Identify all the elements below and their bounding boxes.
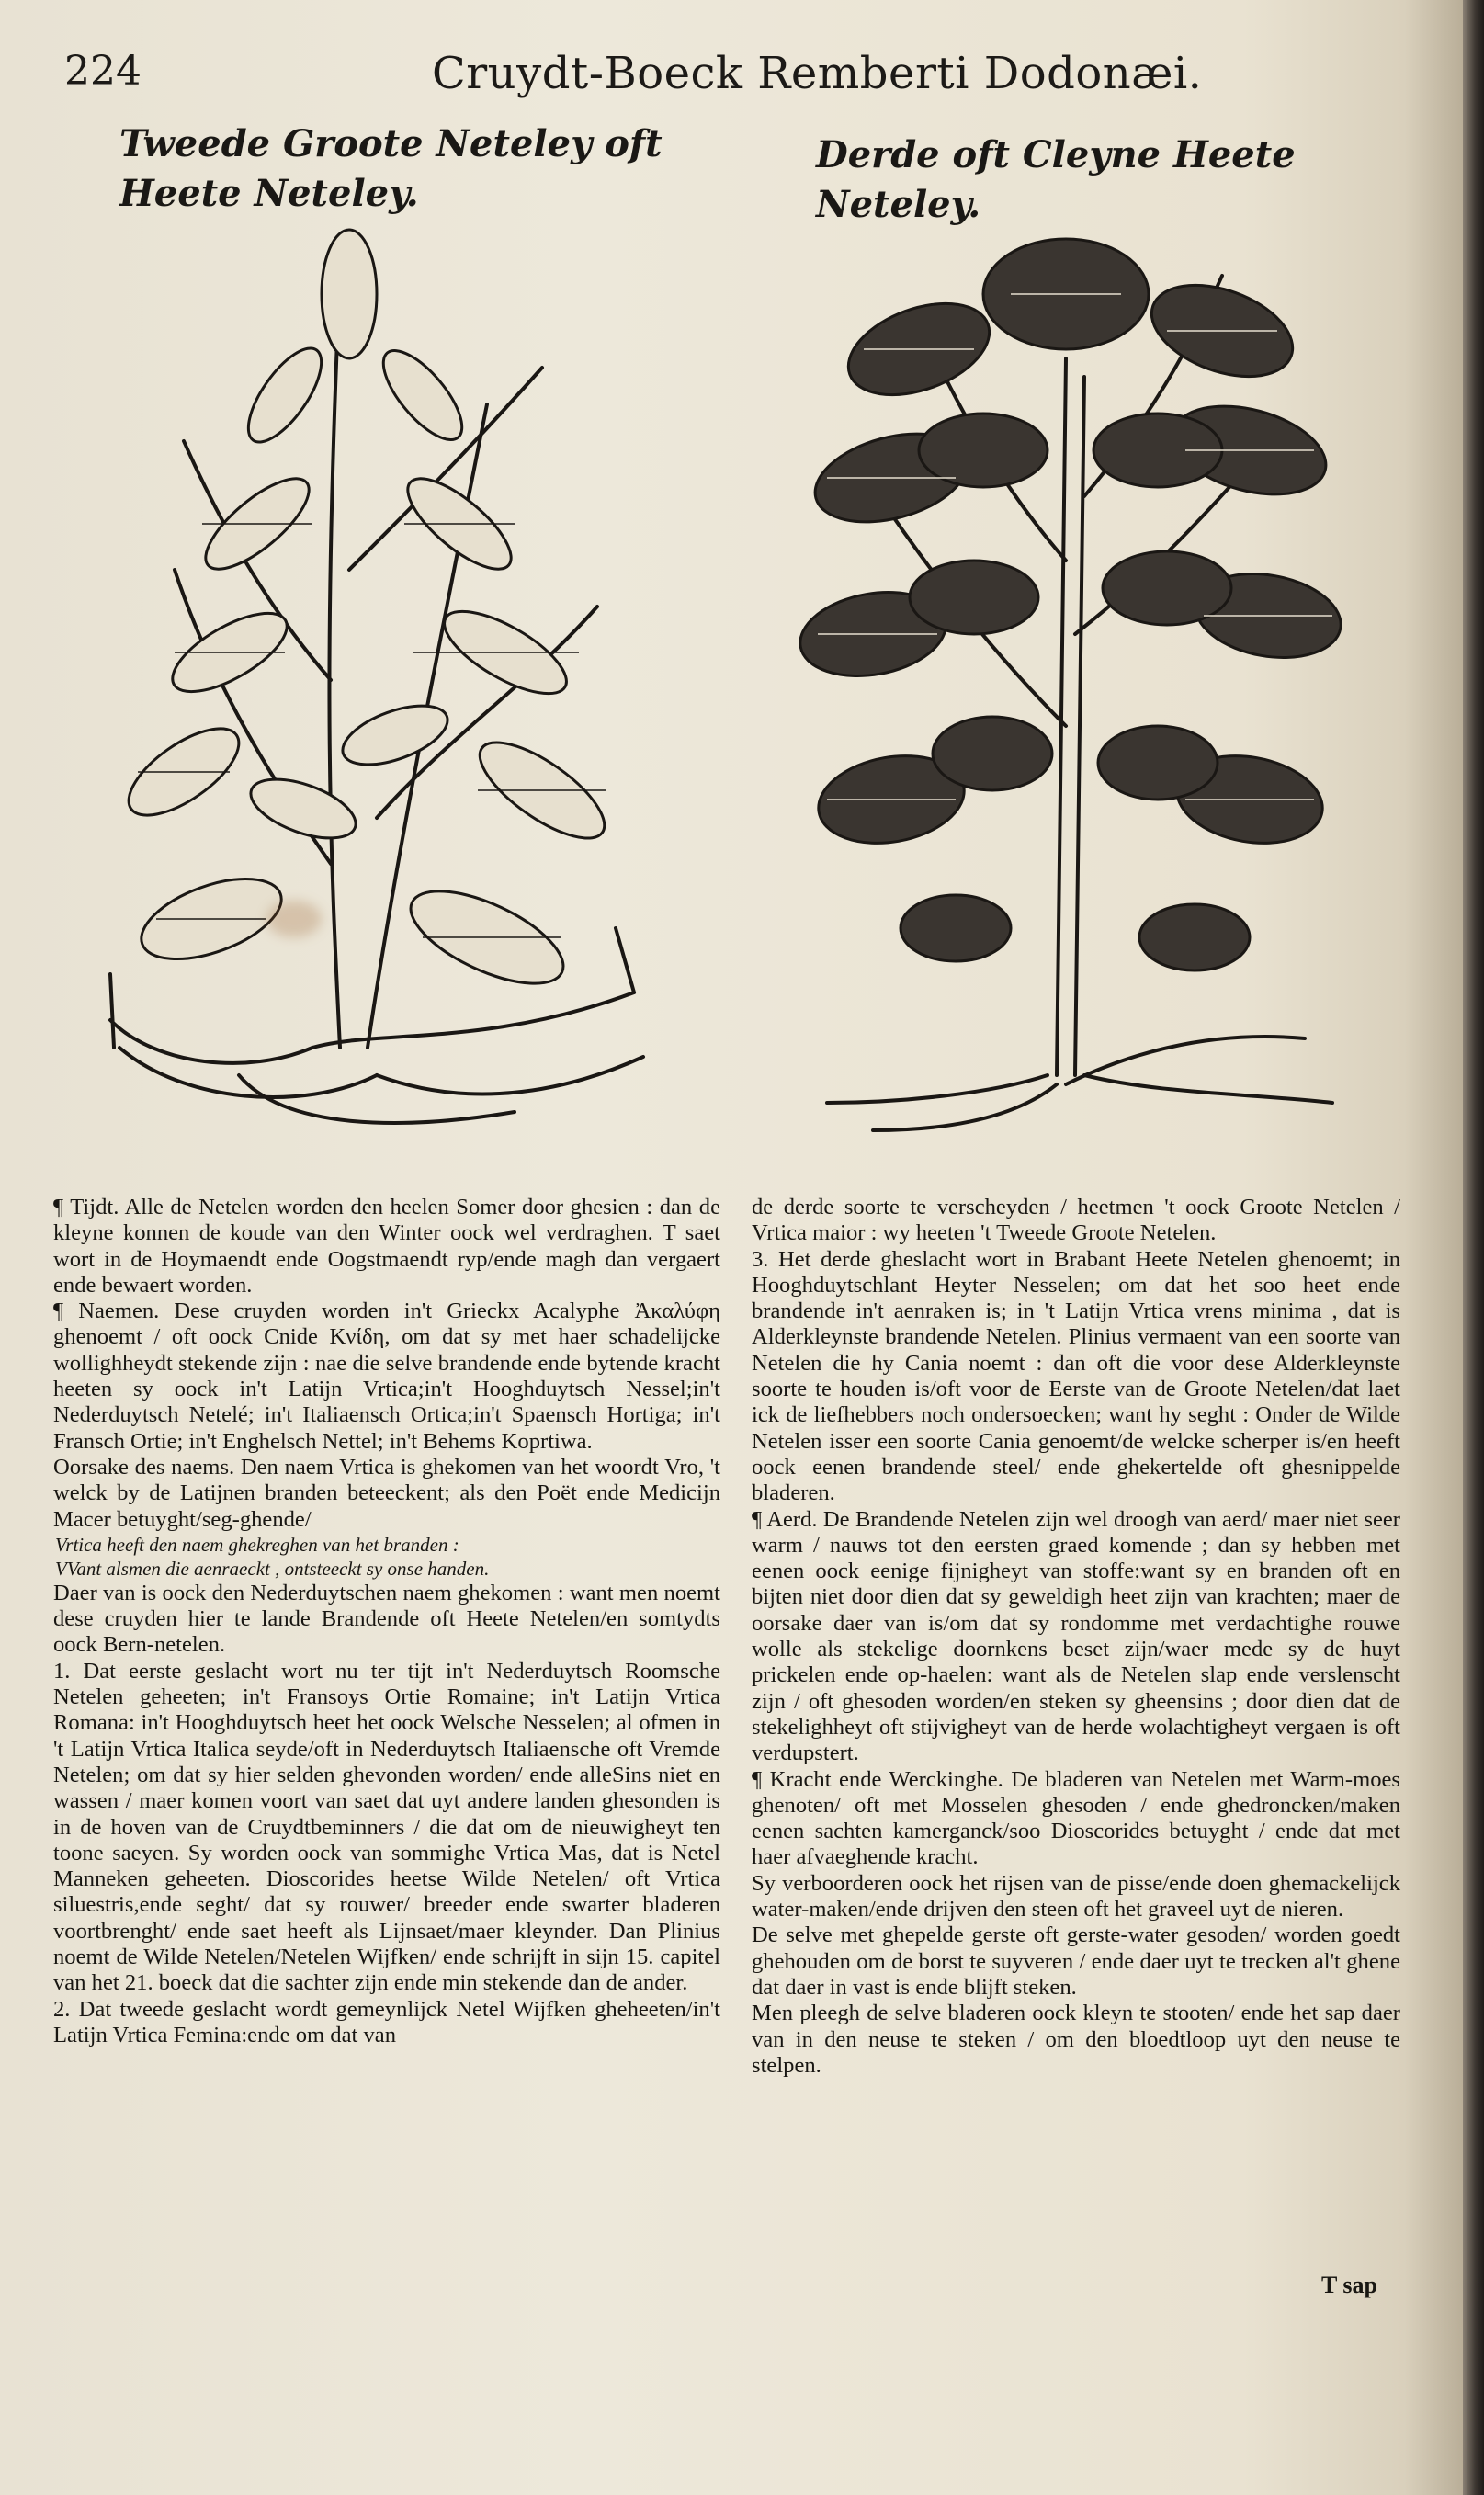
paragraph-eerste-geslacht: 1. Dat eerste geslacht wort nu ter tijt in't Nederduytsch Roomsche Netelen geheeten; in't Fransoys Ortie Romaine; in't Latijn Vrtica Romana: in't Hooghduytsch heet het oock Welsche Nesselen; al ofmen in 't Latijn Vrtica Italica seyde/oft in Nederduytsch Italiaensche oft Vremde Netelen; om dat sy hier selden ghevonden worden/ ende alleSins niet en wassen / maer komen voort van saet dat uyt andere landen ghesonden is in de hoven van de Cruydtbeminners / die dat om de nieuwigheyt ten toone saeyen. Sy worden oock van sommighe Vrtica Mas, dat is Netel Manneken geheeten. Dioscorides heetse Wilde Netelen/ oft Vrtica siluestris,ende seght/ dat sy rouwer/ breeder ende swarter bladeren voortbrenght/ ende saet heeft als Lijnsaet/maer kleynder. Dan Plinius noemt de Wilde Netelen/Netelen Wijfken/ ende schrijft in sijn 15. capitel van het 21. boeck dat die sachter zijn ende min stekende dan de ander.: [53, 1658, 720, 1996]
page-number: 224: [64, 48, 142, 95]
nettle-woodcut-left: [101, 221, 671, 1149]
paragraph-daer-van: Daer van is oock den Nederduytschen naem ghekomen : want men noemt dese cruyden hier te lande Brandende oft Heete Netelen/en somtydts oock Bern-netelen.: [53, 1580, 720, 1658]
paragraph-aerd: ¶ Aerd. De Brandende Netelen zijn wel droogh van aerd/ maer niet seer warm / nauws tot den eersten graed komende ; dan sy hebben met eenen oock eenige fijnigheyt van stoffe:want sy en branden oft en bijten niet door dien dat sy geweldigh heet zijn van krachten; maer de oorsake daer van is/om dat sy rondomme met verdachtighe rouwe wolle als stekelige doornkens beset zijn/waer mede sy de huyt prickelen ende op-haelen: want als de Netelen slap ende verslenscht zijn / oft ghesoden worden/en steken sy gheensins ; door dien dat de stekelighheyt oft stijvigheyt van de herde wolachtigheyt vergaen is oft verdupstert.: [752, 1506, 1400, 1766]
paragraph-bloedtloop: Men pleegh de selve bladeren oock kleyn te stooten/ ende het sap daer van in den neuse te steken / om den bloedtloop uyt den neuse te stelpen.: [752, 2001, 1400, 2078]
paragraph-oorsake: Oorsake des naems. Den naem Vrtica is ghekomen van het woordt Vro, 't welck by de Latijnen branden beteeckent; als den Poët ende Medicijn Macer betuyght/seg-ghende/: [53, 1454, 720, 1532]
caption-left: Tweede Groote Neteley oft Heete Neteley.: [119, 122, 663, 215]
book-gutter-edge: [1463, 0, 1484, 2495]
paragraph-tweede-geslacht: 2. Dat tweede geslacht wordt gemeynlijck Netel Wijfken gheheeten/in't Latijn Vrtica Femina:ende om dat van: [53, 1996, 720, 2047]
paragraph-gerste: De selve met ghepelde gerste oft gerste-water gesoden/ worden goedt ghehouden om de borst te suyveren / ende daer uyt te trecken al't ghene dat daer in vast is ende blijft steken.: [752, 1922, 1400, 2000]
paragraph-pisse: Sy verboorderen oock het rijsen van de pisse/ende doen ghemackelijck water-maken/ende drijven den steen oft het graveel uyt de nieren.: [752, 1870, 1400, 1922]
running-title: Cruydt-Boeck Remberti Dodonæi.: [432, 48, 1203, 99]
caption-right: Derde oft Cleyne Heete Neteley.: [816, 133, 1296, 226]
paragraph-derde-geslacht: 3. Het derde gheslacht wort in Brabant Heete Netelen ghenoemt; in Hooghduytschlant Heyter Nesselen; om dat het soo heet ende brandende in't aenraken is; in 't Latijn Vrtica vrens minima , dat is Alderkleynste brandende Netelen. Plinius vermaent van een soorte van Netelen die hy Cania noemt : dan oft die voor dese Alderkleynste soorte te houden is/oft voor de Eerste van de Groote Netelen/dat laet ick de liefhebbers noch ondersoecken; want hy seght : Onder de Wilde Netelen isser een soorte Cania genoemt/de welcke scherper is/en heeft oock eenen brandende steel/ ende ghekertelde oft ghesnippelde bladeren.: [752, 1246, 1400, 1506]
paragraph-tijdt: ¶ Tijdt. Alle de Netelen worden den heelen Somer door ghesien : dan de kleyne konnen de koude van den Winter oock wel verdraghen. T saet wort in de Hoymaendt ende Oogstmaendt ryp/ende magh dan vergaert ende bewaert worden.: [53, 1195, 720, 1298]
verse-line-2: VVant alsmen die aenraeckt , ontsteeckt sy onse handen.: [55, 1557, 490, 1580]
verse-line-1: Vrtica heeft den naem ghekreghen van het branden :: [55, 1533, 459, 1556]
page-header: [0, 37, 1463, 110]
paragraph-derde-soorte: de derde soorte te verscheyden / heetmen 't oock Groote Netelen / Vrtica maior : wy heeten 't Tweede Groote Netelen.: [752, 1195, 1400, 1246]
text-column-right: [752, 1195, 1400, 2079]
text-column-left: [53, 1195, 720, 2048]
paragraph-naemen: ¶ Naemen. Dese cruyden worden in't Grieckx Acalyphe Ἀκαλύφη ghenoemt / oft oock Cnide Κνίδη, om dat sy met haer schadelijcke wollighheydt stekende zijn : nae die selve brandende ende bytende kracht heeten sy oock in't Latijn Vrtica;in't Hooghduytsch Nessel;in't Nederduytsch Netelé; in't Italiaensch Ortica;in't Spaensch Hortiga; in't Fransch Ortie; in't Enghelsch Nettel; in't Behems Koprtiwa.: [53, 1299, 720, 1454]
nettle-woodcut-right: [790, 175, 1351, 1140]
catchword: T sap: [1321, 2272, 1377, 2298]
foxing-stain: [266, 901, 322, 937]
paragraph-kracht: ¶ Kracht ende Werckinghe. De bladeren van Netelen met Warm-moes ghenoten/ oft met Mosselen ghesoden / ende ghedroncken/maken eenen sachten kamerganck/soo Dioscorides betuyght / ende dat met haer afvaeghende kracht.: [752, 1766, 1400, 1870]
